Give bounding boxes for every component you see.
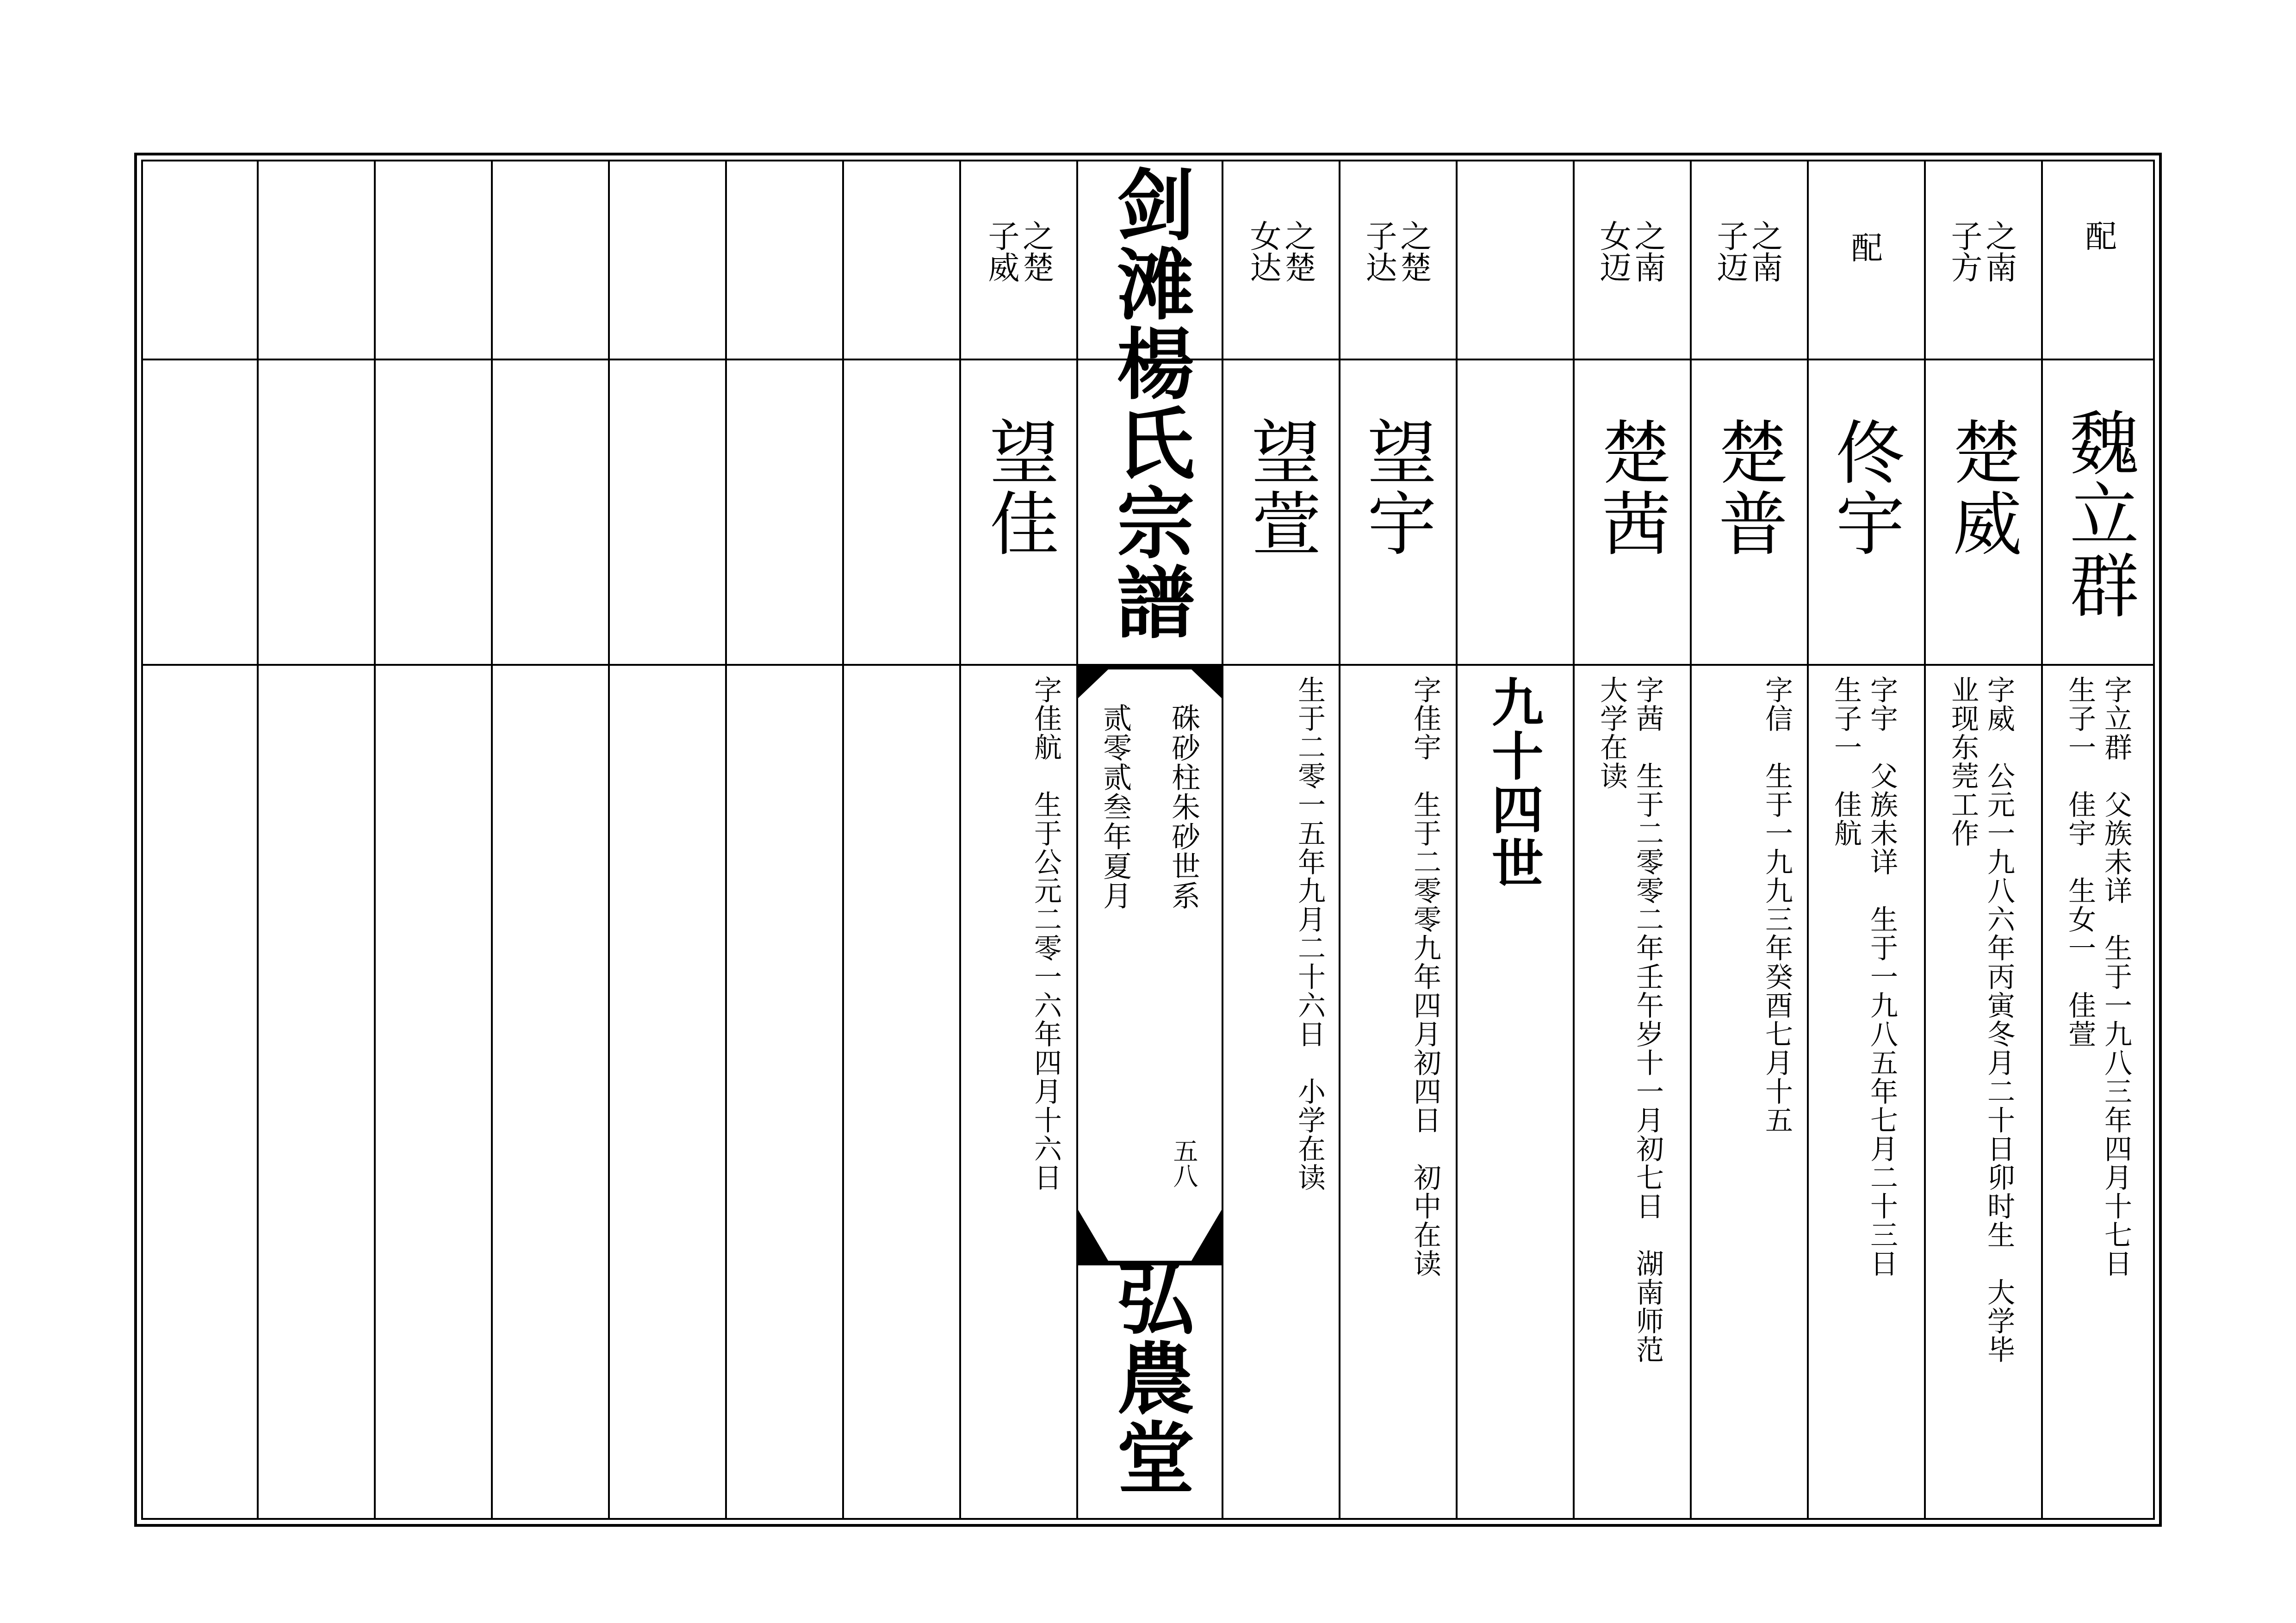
- column-line: [1924, 160, 1926, 1520]
- person-name: 望佳: [978, 416, 1058, 559]
- person-bio: 字威 公元一九八六年丙寅冬月二十日卯时生 大学毕 业现东莞工作: [1947, 675, 2015, 1364]
- person-relation: 之南 子迈: [1712, 220, 1783, 283]
- person-bio: 字信 生于一九九三年癸酉七月十五: [1761, 675, 1793, 1134]
- person-name: 楚茜: [1589, 416, 1670, 559]
- column-line: [491, 160, 493, 1520]
- genealogy-title: 剑滩楊氏宗譜: [1104, 164, 1196, 642]
- person-relation: 之楚 子威: [983, 220, 1054, 283]
- column-line: [257, 160, 259, 1520]
- person-bio: 字佳航 生于公元二零一六年四月十六日: [1030, 675, 1062, 1192]
- lineage-branch: 硃砂柱朱砂世系: [1167, 703, 1201, 911]
- column-line: [1076, 160, 1078, 1520]
- person-relation: 之楚 女达: [1245, 220, 1316, 283]
- person-relation: 之楚 子达: [1360, 220, 1432, 283]
- column-line: [725, 160, 727, 1520]
- column-line: [2041, 160, 2043, 1520]
- column-line: [1807, 160, 1809, 1520]
- hall-name: 弘農堂: [1104, 1258, 1196, 1497]
- person-name: 楚威: [1941, 416, 2021, 559]
- person-relation: 配: [2080, 220, 2117, 251]
- spine-fish-tail-top: [1078, 666, 1222, 698]
- column-line: [1456, 160, 1458, 1520]
- column-line: [608, 160, 610, 1520]
- person-bio: 字立群 父族未详 生于一九八三年四月十七日 生子一 佳宇 生女一 佳萱: [2064, 675, 2132, 1278]
- person-bio: 字佳宇 生于二零零九年四月初四日 初中在读: [1409, 675, 1441, 1278]
- person-bio: 字宇 父族未详 生于一九八五年七月二十三日 生子一 佳航: [1830, 675, 1898, 1278]
- column-line: [842, 160, 844, 1520]
- page-number: 五八: [1169, 1138, 1199, 1188]
- generation-label: 九十四世: [1483, 675, 1544, 890]
- person-bio: 字茜 生于二零零二年壬午岁十一月初七日 湖南师范 大学在读: [1595, 675, 1664, 1364]
- person-relation: 之南 子方: [1946, 220, 2017, 283]
- person-name: 佟宇: [1824, 416, 1904, 559]
- column-line: [1690, 160, 1692, 1520]
- column-line: [1222, 160, 1223, 1520]
- column-line: [1573, 160, 1575, 1520]
- compile-date: 贰零贰叁年夏月: [1098, 703, 1132, 911]
- column-line: [959, 160, 961, 1520]
- column-line: [374, 160, 376, 1520]
- person-name: 望萱: [1240, 416, 1320, 559]
- person-name: 望宇: [1355, 416, 1436, 559]
- person-name: 楚普: [1706, 416, 1787, 559]
- person-bio: 生于二零一五年九月二十六日 小学在读: [1293, 675, 1326, 1192]
- spine-fish-tail-bottom: [1078, 1210, 1222, 1265]
- person-relation: 配: [1846, 231, 1883, 263]
- person-name: 魏立群: [2058, 407, 2138, 621]
- column-line: [1339, 160, 1340, 1520]
- person-relation: 之南 女迈: [1595, 220, 1666, 283]
